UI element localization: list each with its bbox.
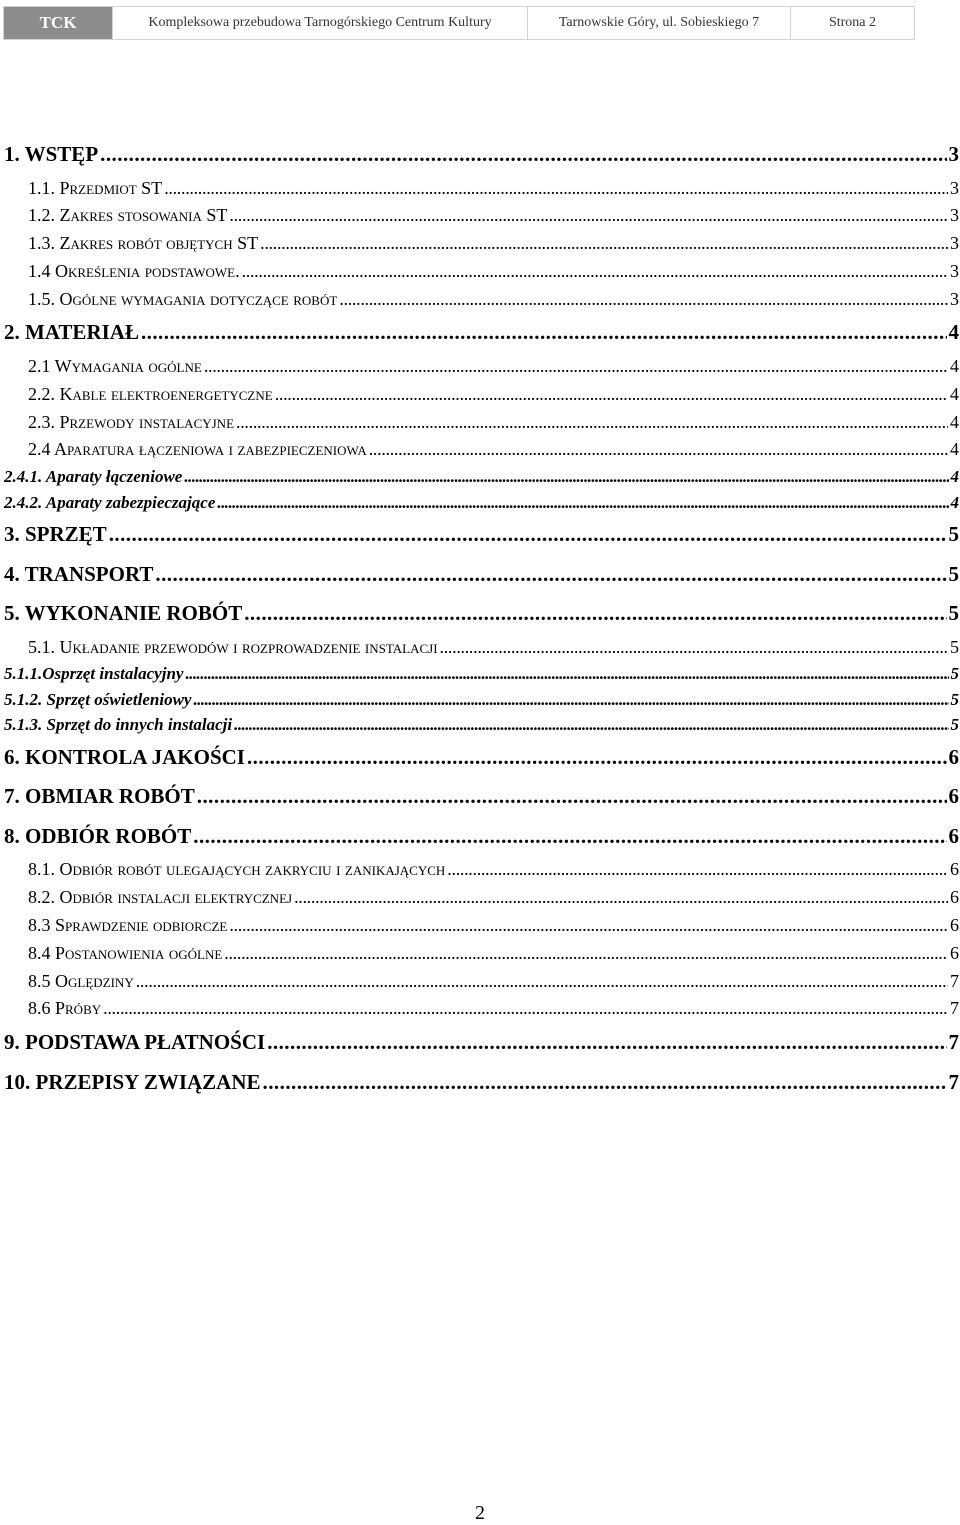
project-address: Tarnowskie Góry, ul. Sobieskiego 7 xyxy=(527,7,790,39)
toc-leader-dots xyxy=(440,634,948,662)
toc-leader-dots xyxy=(294,884,948,912)
toc-entry-title: 2.1 Wymagania ogólne xyxy=(28,355,202,376)
toc-entry-page: 6 xyxy=(948,823,959,848)
toc-leader-dots xyxy=(100,135,946,175)
toc-entry-page: 7 xyxy=(950,970,959,991)
toc-entry[interactable] xyxy=(4,687,959,713)
toc-entry-title: 5.1.3. Sprzęt do innych instalacji xyxy=(4,715,233,735)
toc-entry-title: 8. ODBIÓR ROBÓT xyxy=(4,823,192,848)
toc-entry-page: 4 xyxy=(950,439,959,460)
toc-entry-page: 6 xyxy=(950,942,959,963)
toc-entry-title: 1.4 Określenia podstawowe. xyxy=(28,260,240,281)
toc-entry-title: 8.5 Oględziny xyxy=(28,970,134,991)
toc-leader-dots xyxy=(204,353,948,381)
toc-entry-title: 1.5. Ogólne wymagania dotyczące robót xyxy=(28,288,338,309)
toc-entry-page: 5 xyxy=(950,636,959,657)
toc-leader-dots xyxy=(247,738,947,778)
toc-entry[interactable] xyxy=(4,286,959,314)
toc-leader-dots xyxy=(103,995,948,1023)
toc-entry-page: 3 xyxy=(950,233,959,254)
toc-entry-page: 3 xyxy=(948,142,959,166)
toc-entry-title: 2.3. Przewody instalacyjne xyxy=(28,411,235,432)
toc-entry[interactable] xyxy=(4,594,959,634)
toc-entry-title: 8.1. Odbiór robót ulegających zakryciu i zanikających xyxy=(28,859,446,880)
toc-entry-page: 7 xyxy=(950,998,959,1019)
toc-leader-dots xyxy=(447,856,948,884)
toc-entry-page: 4 xyxy=(950,467,959,487)
toc-entry[interactable] xyxy=(4,995,959,1023)
toc-leader-dots xyxy=(260,230,948,258)
toc-entry-title: 6. KONTROLA JAKOŚCI xyxy=(4,744,245,769)
toc-entry-page: 6 xyxy=(950,915,959,936)
toc-entry-page: 3 xyxy=(950,205,959,226)
toc-leader-dots xyxy=(136,968,948,996)
toc-entry[interactable] xyxy=(4,353,959,381)
toc-leader-dots xyxy=(193,687,948,713)
toc-entry-title: 1.2. Zakres stosowania ST xyxy=(28,205,228,226)
toc-entry-page: 3 xyxy=(950,260,959,281)
toc-entry-title: 1.1. Przedmiot ST xyxy=(28,177,163,198)
toc-entry[interactable] xyxy=(4,661,959,687)
toc-entry[interactable] xyxy=(4,175,959,203)
toc-entry[interactable] xyxy=(4,135,959,175)
toc-leader-dots xyxy=(141,313,947,353)
toc-entry-title: 10. PRZEPISY ZWIĄZANE xyxy=(4,1069,261,1094)
toc-leader-dots xyxy=(197,777,947,817)
toc-leader-dots xyxy=(275,381,948,409)
toc-entry-title: 3. SPRZĘT xyxy=(4,522,107,547)
toc-entry-title: 1. WSTĘP xyxy=(4,142,99,166)
toc-entry-page: 4 xyxy=(950,383,959,404)
toc-leader-dots xyxy=(155,555,946,595)
toc-entry-title: 7. OBMIAR ROBÓT xyxy=(4,784,195,809)
toc-entry-page: 5 xyxy=(948,601,959,626)
toc-entry-title: 8.3 Sprawdzenie odbiorcze xyxy=(28,915,228,936)
toc-entry[interactable] xyxy=(4,817,959,857)
toc-leader-dots xyxy=(234,712,948,738)
toc-entry[interactable] xyxy=(4,738,959,778)
toc-leader-dots xyxy=(109,515,947,555)
toc-entry-page: 4 xyxy=(950,411,959,432)
toc-entry-title: 5.1.1.Osprzęt instalacyjny xyxy=(4,664,184,684)
toc-entry-title: 9. PODSTAWA PŁATNOŚCI xyxy=(4,1030,266,1055)
toc-leader-dots xyxy=(369,436,948,464)
tck-logo: TCK xyxy=(4,7,112,39)
toc-entry[interactable] xyxy=(4,230,959,258)
toc-leader-dots xyxy=(224,940,948,968)
toc-entry-page: 6 xyxy=(950,859,959,880)
toc-entry[interactable] xyxy=(4,634,959,662)
toc-entry-page: 5 xyxy=(950,664,959,684)
toc-entry-title: 2.2. Kable elektroenergetyczne xyxy=(28,383,273,404)
toc-entry-title: 2.4.1. Aparaty łączeniowe xyxy=(4,467,183,487)
toc-leader-dots xyxy=(164,175,948,203)
toc-entry[interactable] xyxy=(4,968,959,996)
toc-entry-page: 7 xyxy=(948,1069,959,1094)
toc-leader-dots xyxy=(263,1063,947,1103)
toc-entry-page: 6 xyxy=(950,887,959,908)
toc-entry-page: 4 xyxy=(948,320,959,345)
toc-entry-title: 8.6 Próby xyxy=(28,998,102,1019)
project-title: Kompleksowa przebudowa Tarnogórskiego Centrum Kultury xyxy=(112,7,527,39)
toc-entry-title: 2.4 Aparatura łączeniowa i zabezpieczeniowa xyxy=(28,439,367,460)
toc-entry[interactable] xyxy=(4,1063,959,1103)
toc-entry-page: 5 xyxy=(950,689,959,709)
toc-entry-page: 5 xyxy=(950,715,959,735)
toc-leader-dots xyxy=(217,490,948,516)
toc-leader-dots xyxy=(244,594,946,634)
toc-entry[interactable] xyxy=(4,777,959,817)
toc-entry-page: 5 xyxy=(948,522,959,547)
toc-entry[interactable] xyxy=(4,940,959,968)
toc-entry[interactable] xyxy=(4,464,959,490)
toc-entry-title: 5.1. Układanie przewodów i rozprowadzenie instalacji xyxy=(28,636,438,657)
toc-entry-title: 2. MATERIAŁ xyxy=(4,320,139,345)
toc-entry-page: 4 xyxy=(950,355,959,376)
toc-leader-dots xyxy=(193,817,946,857)
toc-entry-title: 5. WYKONANIE ROBÓT xyxy=(4,601,243,626)
page-number: 2 xyxy=(475,1502,485,1524)
toc-entry-page: 3 xyxy=(950,177,959,198)
toc-entry-title: 4. TRANSPORT xyxy=(4,561,154,586)
toc-leader-dots xyxy=(229,202,948,230)
header-page-label: Strona 2 xyxy=(790,7,914,39)
toc-entry-title: 2.4.2. Aparaty zabezpieczające xyxy=(4,492,216,512)
toc-entry[interactable] xyxy=(4,856,959,884)
toc-entry-page: 3 xyxy=(950,288,959,309)
toc-entry-title: 8.2. Odbiór instalacji elektrycznej xyxy=(28,887,293,908)
toc-entry[interactable] xyxy=(4,884,959,912)
toc-entry[interactable] xyxy=(4,712,959,738)
toc-entry[interactable] xyxy=(4,555,959,595)
toc-entry[interactable] xyxy=(4,202,959,230)
toc-entry[interactable] xyxy=(4,912,959,940)
toc-leader-dots xyxy=(185,661,948,687)
toc-entry[interactable] xyxy=(4,1023,959,1063)
toc-leader-dots xyxy=(229,912,948,940)
toc-entry[interactable] xyxy=(4,258,959,286)
toc-entry-title: 5.1.2. Sprzęt oświetleniowy xyxy=(4,689,192,709)
toc-entry-page: 7 xyxy=(948,1030,959,1055)
page-header xyxy=(3,6,915,40)
toc-entry-page: 4 xyxy=(950,492,959,512)
toc-entry[interactable] xyxy=(4,313,959,353)
table-of-contents xyxy=(4,135,959,1102)
toc-entry[interactable] xyxy=(4,490,959,516)
toc-entry[interactable] xyxy=(4,409,959,437)
toc-leader-dots xyxy=(184,464,948,490)
toc-entry[interactable] xyxy=(4,436,959,464)
toc-entry[interactable] xyxy=(4,381,959,409)
toc-entry-title: 8.4 Postanowienia ogólne xyxy=(28,942,223,963)
toc-entry-title: 1.3. Zakres robót objętych ST xyxy=(28,233,259,254)
toc-leader-dots xyxy=(267,1023,946,1063)
toc-entry-page: 6 xyxy=(948,744,959,769)
toc-entry-page: 6 xyxy=(948,784,959,809)
toc-entry[interactable] xyxy=(4,515,959,555)
toc-leader-dots xyxy=(339,286,948,314)
toc-leader-dots xyxy=(236,409,948,437)
toc-leader-dots xyxy=(242,258,948,286)
toc-entry-page: 5 xyxy=(948,561,959,586)
